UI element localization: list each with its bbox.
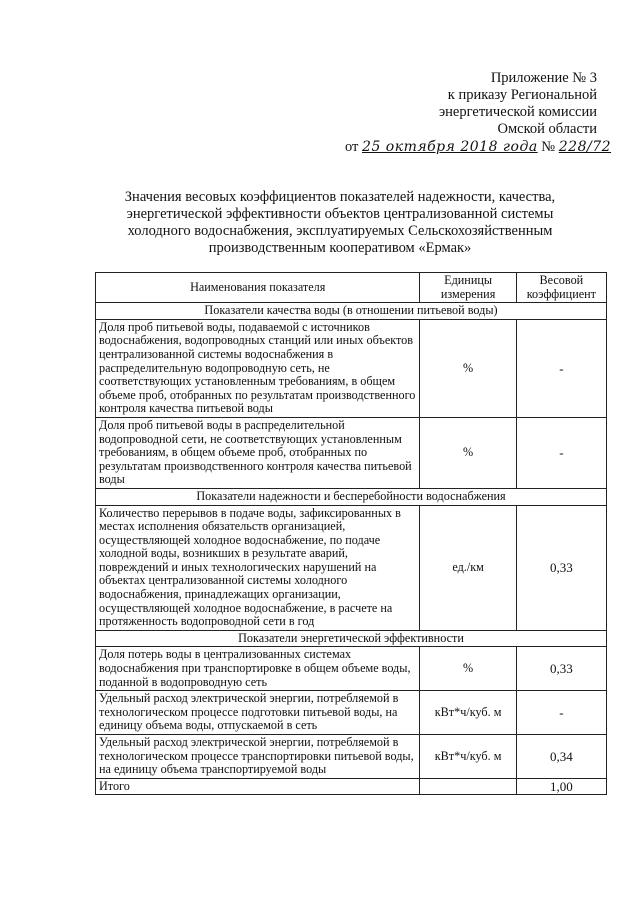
appendix-line: Приложение № 3 <box>490 70 597 86</box>
section-title: Показатели энергетической эффективности <box>96 630 607 647</box>
section-row <box>96 303 607 320</box>
section-row <box>96 488 607 505</box>
indicator-name: Доля потерь воды в централизованных системах водоснабжения при транспортировке в общем объеме воды, поданной в водопроводную сеть <box>96 647 420 691</box>
total-coef: 1,00 <box>516 778 606 795</box>
order-prefix: от <box>345 139 359 155</box>
indicator-unit: ед./км <box>420 505 516 630</box>
indicator-unit: % <box>420 417 516 488</box>
table-row <box>96 505 607 630</box>
document-title <box>100 189 580 257</box>
table-row <box>96 319 607 417</box>
order-number-label: № <box>541 139 556 155</box>
indicator-coef: 0,34 <box>516 735 606 779</box>
title-line: холодного водоснабжения, эксплуатируемых Сельскохозяйственным <box>127 223 553 239</box>
order-number: 228/72 <box>558 139 612 155</box>
indicator-name: Удельный расход электрической энергии, потребляемой в технологическом процессе транспортировки питьевой воды, на единицу объема транспортируемой воды <box>96 735 420 779</box>
indicator-unit: % <box>420 319 516 417</box>
header-unit: Единицы измерения <box>420 273 516 303</box>
indicator-unit: кВт*ч/куб. м <box>420 691 516 735</box>
indicator-coef: - <box>516 319 606 417</box>
indicator-name: Доля проб питьевой воды, подаваемой с источников водоснабжения, водопроводных станций или иных объектов централизованной системы водоснабжения в распределительную водопроводную сеть, не соответствующих установленным требованиям, в общем объеме проб, отобранных по результатам производственного контроля качества питьевой воды <box>96 319 420 417</box>
table-row <box>96 417 607 488</box>
table-row <box>96 647 607 691</box>
title-line: энергетической эффективности объектов централизованной системы <box>126 206 554 222</box>
section-title: Показатели надежности и бесперебойности водоснабжения <box>96 488 607 505</box>
order-reference <box>345 139 611 156</box>
coefficients-table <box>95 272 607 795</box>
section-title: Показатели качества воды (в отношении питьевой воды) <box>96 303 607 320</box>
indicator-name: Количество перерывов в подаче воды, зафиксированных в местах исполнения обязательств организацией, осуществляющей холодное водоснабжение, по подаче холодной воды, возникших в результате аварий, повреждений и иных технологических нарушений на объектах централизованной системы холодного водоснабжения, принадлежащих организации, осуществляющей холодное водоснабжение, в расчете на протяженность водопроводной сети в год <box>96 505 420 630</box>
table-row <box>96 691 607 735</box>
header-name: Наименования показателя <box>96 273 420 303</box>
indicator-coef: 0,33 <box>516 647 606 691</box>
indicator-unit: кВт*ч/куб. м <box>420 735 516 779</box>
table-row <box>96 735 607 779</box>
title-line: производственным кооперативом «Ермак» <box>208 240 472 256</box>
title-line: Значения весовых коэффициентов показателей надежности, качества, <box>124 189 556 205</box>
indicator-unit: % <box>420 647 516 691</box>
indicator-coef: - <box>516 417 606 488</box>
indicator-coef: - <box>516 691 606 735</box>
table-header-row <box>96 273 607 303</box>
total-label: Итого <box>96 778 420 795</box>
header-coef: Весовой коэффициент <box>516 273 606 303</box>
indicator-coef: 0,33 <box>516 505 606 630</box>
appendix-line: к приказу Региональной <box>447 87 597 103</box>
order-date: 25 октября 2018 года <box>362 139 538 155</box>
indicator-name: Доля проб питьевой воды в распределительной водопроводной сети, не соответствующих установленным требованиям, в общем объеме проб, отобранных по результатам производственного контроля качества питьевой воды <box>96 417 420 488</box>
indicator-name: Удельный расход электрической энергии, потребляемой в технологическом процессе подготовки питьевой воды, на единицу объема воды, отпускаемой в сеть <box>96 691 420 735</box>
appendix-line: энергетической комиссии <box>438 104 597 120</box>
total-row <box>96 778 607 795</box>
section-row <box>96 630 607 647</box>
appendix-line: Омской области <box>497 121 597 137</box>
total-unit <box>420 778 516 795</box>
appendix-header <box>439 70 597 138</box>
